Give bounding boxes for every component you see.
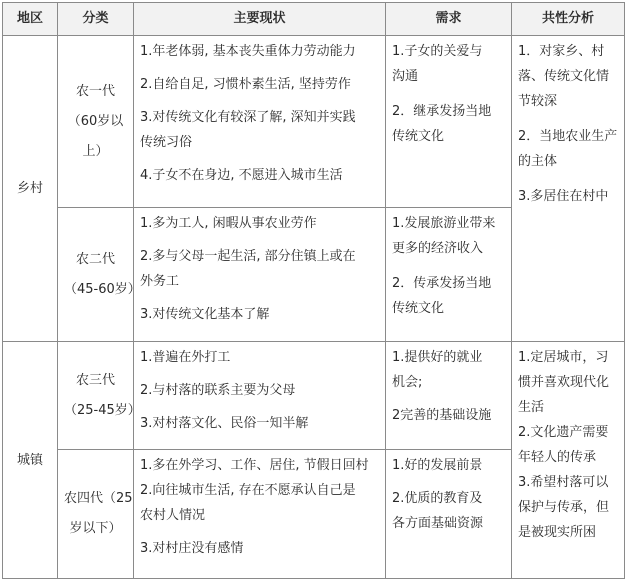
category-cell: 农四代（25 岁以下）	[58, 450, 134, 579]
header-row	[3, 3, 625, 36]
table-row	[3, 342, 625, 450]
category-cell: 农三代 （25-45岁）	[58, 342, 134, 450]
header-needs: 需求	[386, 3, 512, 36]
common-cell: 1．对家乡、村落、传统文化情节较深 2．当地农业生产的主体 3.多居住在村中	[512, 36, 625, 342]
status-cell: 1.多为工人, 闲暇从事农业劳作 2.多与父母一起生活, 部分住镇上或在 外务工 3.对传统文化基本了解	[134, 208, 386, 342]
category-cell: 农一代 （60岁以 上）	[58, 36, 134, 208]
needs-cell: 1.好的发展前景 2.优质的教育及 各方面基础资源	[386, 450, 512, 579]
common-cell: 1.定居城市，习惯并喜欢现代化生活 2.文化遗产需要年轻人的传承 3.希望村落可以保护与传承，但是被现实所困	[512, 342, 625, 579]
category-cell: 农二代 （45-60岁）	[58, 208, 134, 342]
header-category: 分类	[58, 3, 134, 36]
status-cell: 1.年老体弱, 基本丧失重体力劳动能力 2.自给自足, 习惯朴素生活, 坚持劳作 3.对传统文化有较深了解, 深知并实践 传统习俗 4.子女不在身边, 不愿进入城市生活	[134, 36, 386, 208]
header-region: 地区	[3, 3, 58, 36]
header-common: 共性分析	[512, 3, 625, 36]
needs-cell: 1.提供好的就业 机会; 2完善的基础设施	[386, 342, 512, 450]
table-row	[3, 36, 625, 208]
region-cell: 城镇	[3, 342, 58, 579]
region-cell: 乡村	[3, 36, 58, 342]
needs-cell: 1.子女的关爱与 沟通 2．继承发扬当地 传统文化	[386, 36, 512, 208]
status-cell: 1.普遍在外打工 2.与村落的联系主要为父母 3.对村落文化、民俗一知半解	[134, 342, 386, 450]
needs-cell: 1.发展旅游业带来 更多的经济收入 2．传承发扬当地 传统文化	[386, 208, 512, 342]
status-cell: 1.多在外学习、工作、居住, 节假日回村 2.向往城市生活, 存在不愿承认自己是 农村人情况 3.对村庄没有感情	[134, 450, 386, 579]
header-status: 主要现状	[134, 3, 386, 36]
analysis-table	[2, 2, 625, 579]
